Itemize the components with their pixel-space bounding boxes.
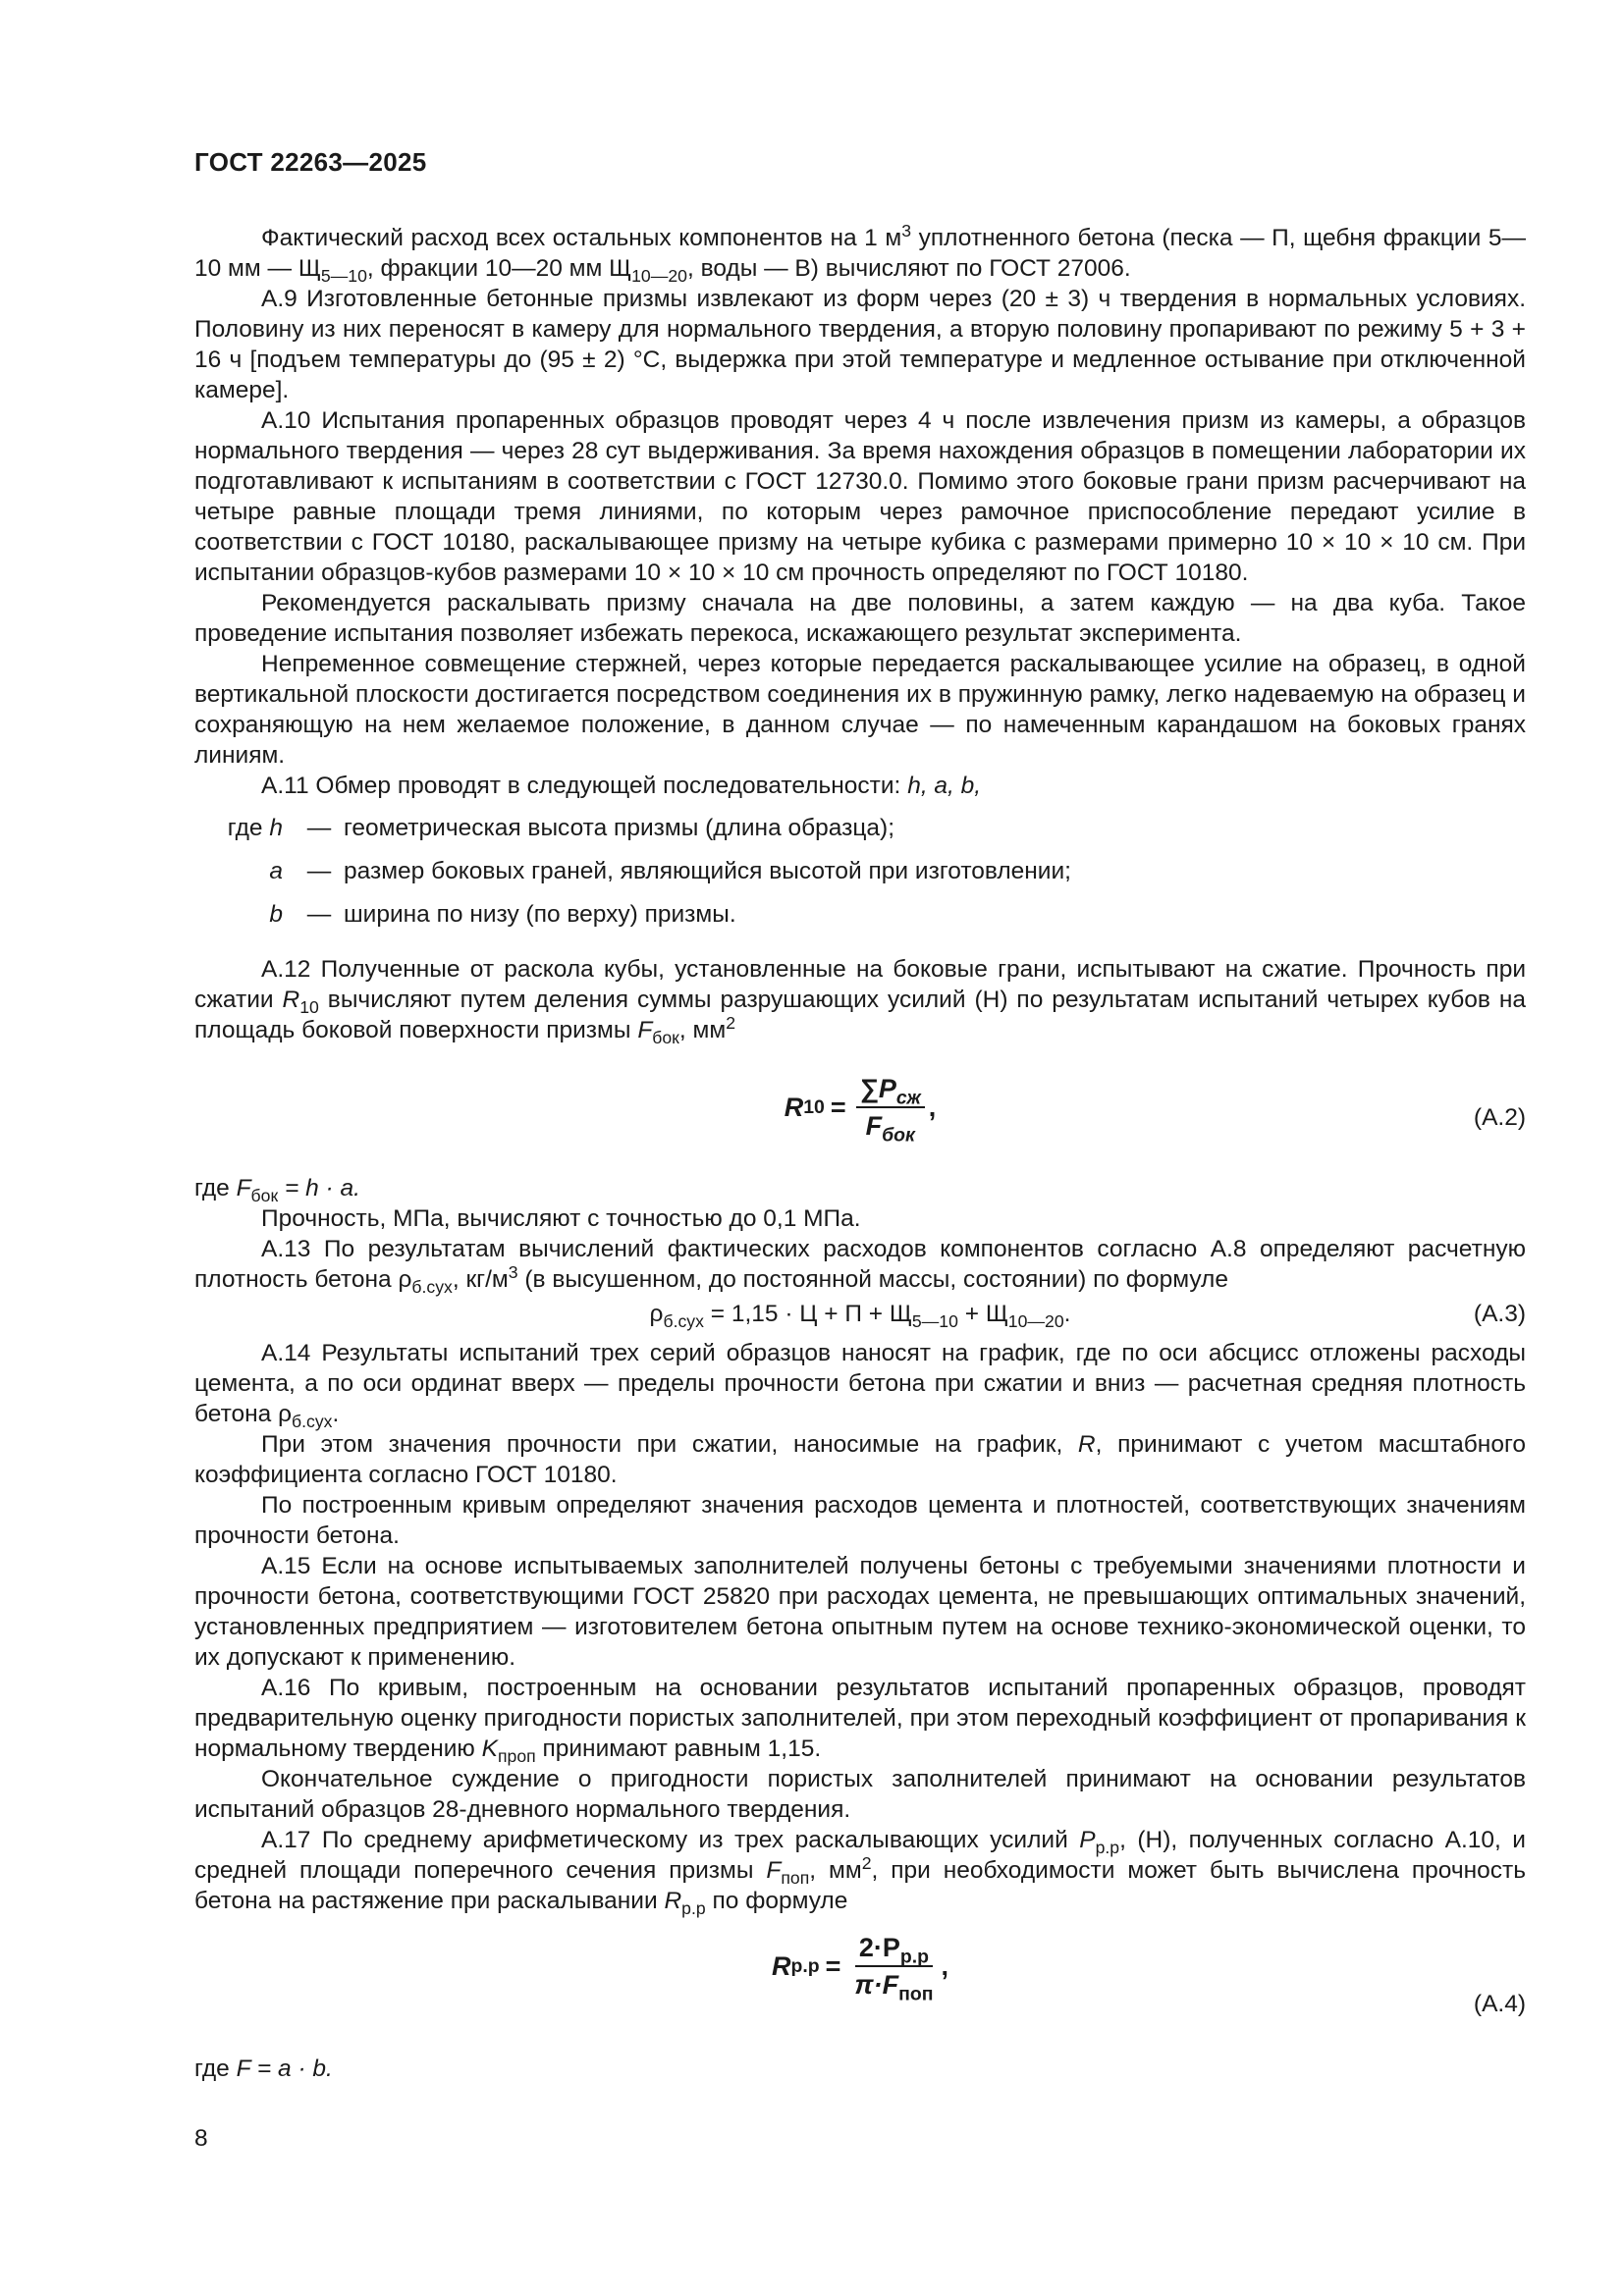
- formula-a4: [194, 1932, 1526, 2040]
- definition-text: размер боковых граней, являющийся высотой при изготовлении;: [344, 858, 1071, 884]
- subscript: сж: [895, 1087, 921, 1109]
- paragraph-a15: А.15 Если на основе испытываемых заполнителей получены бетоны с требуемыми значениями плотности и прочности бетона, соответствующими ГОСТ 25820 при расходах цемента, не превышающих оптимальных значений, установленных предприятием — изготовителем бетона опытным путем на основе технико-экономической оценки, то их допускают к применению.: [194, 1553, 1526, 1671]
- text-run: по формуле: [705, 1888, 848, 1914]
- subscript: б.сух: [292, 1411, 333, 1431]
- definitions-list: [194, 813, 1526, 942]
- text-run: А.14 Результаты испытаний трех серий образцов наносят на график, где по оси абсцисс отложены расходы цемента, а по оси ординат вверх — пределы прочности бетона при сжатии и вниз — расчетная средняя плотность бетона ρ: [194, 1340, 1526, 1427]
- document-header: ГОСТ 22263—2025: [194, 147, 427, 177]
- subscript: р.р: [899, 1946, 930, 1968]
- text-run: , (Н), полученных согласно А.10, и средней площади поперечного сечения призмы: [194, 1827, 1526, 1884]
- numerator-text: ∑P: [859, 1074, 896, 1103]
- denominator: [850, 1967, 937, 2005]
- formula-a2: [194, 1067, 1526, 1161]
- text-run: А.11 Обмер проводят в следующей последовательности:: [261, 773, 908, 799]
- numerator-text: 2·P: [858, 1933, 900, 1962]
- subscript: 10: [299, 996, 319, 1017]
- text-run: , принимают с учетом масштабного коэффициента согласно ГОСТ 10180.: [194, 1431, 1526, 1488]
- denominator-text: π·F: [854, 1970, 899, 2000]
- formula-lhs: ρ: [649, 1301, 664, 1327]
- text-run: А.17 По среднему арифметическому из трех раскалывающих усилий: [261, 1827, 1080, 1853]
- subscript: бок: [250, 1185, 279, 1205]
- page-number: 8: [194, 2125, 208, 2152]
- definition-dash: —: [306, 815, 332, 841]
- variable: R: [282, 987, 300, 1013]
- formula-a3-body: [194, 1299, 1526, 1329]
- paragraph-a10: А.10 Испытания пропаренных образцов проводят через 4 ч после извлечения призм из камеры, а образцов нормального твердения — через 28 сут выдерживания. За время нахождения образцов в помещении лаборатории их подготавливают к испытаниям в соответствии с ГОСТ 12730.0. Помимо этого боковые грани призм расчерчивают на четыре равные площади тремя линиями, по которым через рамочное приспособление передают усилие в соответствии с ГОСТ 10180, раскалывающее призму на четыре кубика с размерами примерно 10 × 10 × 10 см. При испытании образцов-кубов размерами 10 × 10 × 10 см прочность определяют по ГОСТ 10180.: [194, 407, 1526, 586]
- formula-plus: + Щ: [957, 1301, 1008, 1327]
- symbol: b: [269, 901, 283, 928]
- formula-comma: ,: [928, 1092, 937, 1122]
- definition-row: [194, 813, 1526, 856]
- paragraph-a9: А.9 Изготовленные бетонные призмы извлекают из форм через (20 ± 3) ч твердения в нормальных условиях. Половину из них переносят в камеру для нормального твердения, а вторую половину пропаривают по режиму 5 + 3 + 16 ч [подъем температуры до (95 ± 2) °С, выдержка при этой температуре и медленное остывание при отключенной камере].: [194, 286, 1526, 403]
- formula-mid: = 1,15 · Ц + П + Щ: [703, 1301, 912, 1327]
- definition-row: [194, 856, 1526, 899]
- paragraph-actual-consumption: [194, 220, 1526, 286]
- formula-number: (А.2): [1473, 1104, 1526, 1131]
- fraction: [850, 1932, 937, 2005]
- equals-sign: =: [830, 1092, 846, 1122]
- formula-number: (А.4): [1473, 1991, 1526, 2017]
- numerator: [856, 1073, 925, 1108]
- paragraph-a13: [194, 1234, 1526, 1295]
- variable: F: [637, 1017, 653, 1043]
- text-run: (в высушенном, до постоянной массы, состоянии) по формуле: [517, 1266, 1228, 1293]
- subscript: бок: [882, 1124, 915, 1147]
- text-run: уплотненного бетона (песка — П, щебня фракции 5—10 мм — Щ: [194, 225, 1526, 282]
- denominator: [862, 1108, 919, 1147]
- paragraph-strength-accuracy: Прочность, МПа, вычисляют с точностью до 0,1 МПа.: [261, 1205, 861, 1232]
- formula-number: (А.3): [1473, 1301, 1526, 1327]
- equals-sign: =: [825, 1950, 841, 1981]
- expression: = h · a.: [278, 1175, 360, 1201]
- where-label: где: [194, 2056, 237, 2082]
- subscript: 5—10: [320, 265, 367, 286]
- subscript: бок: [652, 1027, 679, 1047]
- variables: h, a, b,: [907, 773, 982, 799]
- text-run: Фактический расход всех остальных компонентов на 1 м: [261, 225, 902, 251]
- definition-symbol: [194, 813, 295, 843]
- fraction: [856, 1073, 925, 1147]
- where-label: где: [227, 815, 270, 841]
- text-run: принимают равным 1,15.: [535, 1735, 822, 1762]
- definition-symbol: [194, 856, 295, 886]
- subscript: проп: [497, 1745, 536, 1766]
- paragraph-curves: По построенным кривым определяют значения расходов цемента и плотностей, соответствующих значениям прочности бетона.: [194, 1492, 1526, 1549]
- subscript: 10—20: [631, 265, 687, 286]
- text-run: А.12 Полученные от раскола кубы, установленные на боковые грани, испытывают на сжатие. Прочность при сжатии: [194, 956, 1526, 1013]
- text-run: При этом значения прочности при сжатии, наносимые на график,: [261, 1431, 1078, 1458]
- variable: F: [766, 1857, 782, 1884]
- expression: = a · b.: [250, 2056, 333, 2082]
- text-run: вычисляют путем деления суммы разрушающих усилий (Н) по результатам испытаний четырех кубов на площадь боковой поверхности призмы: [194, 987, 1527, 1043]
- superscript: 3: [508, 1261, 518, 1282]
- symbol: h: [269, 815, 283, 841]
- text-run: , воды — В) вычисляют по ГОСТ 27006.: [686, 255, 1131, 282]
- paragraph-a11: [194, 771, 1526, 801]
- paragraph-a12: [194, 954, 1526, 1045]
- text-run: А.13 По результатам вычислений фактических расходов компонентов согласно А.8 определяют расчетную плотность бетона ρ: [194, 1236, 1526, 1293]
- variable: F: [236, 2056, 251, 2082]
- definition-text: ширина по низу (по верху) призмы.: [344, 901, 736, 928]
- variable: R: [664, 1888, 682, 1914]
- text-run: , мм: [809, 1857, 862, 1884]
- text-run: А.16 По кривым, построенным на основании результатов испытаний пропаренных образцов, проводят предварительную оценку пригодности пористых заполнителей, при этом переходный коэффициент от пропаривания к нормальному твердению: [194, 1675, 1526, 1762]
- document-body: [194, 220, 1527, 2084]
- variable: K: [481, 1735, 498, 1762]
- paragraph-values-r: [194, 1429, 1526, 1490]
- formula-a2-expression: R 10 = $\frac{\sum P_{сж}}{F_{бок}}$ ,: [784, 1074, 937, 1147]
- paragraph-final-judgement: Окончательное суждение о пригодности пористых заполнителей принимают на основании результатов испытаний образцов 28-дневного нормального твердения.: [194, 1766, 1526, 1823]
- paragraph-a17: [194, 1825, 1526, 1916]
- definition-dash: —: [306, 901, 332, 928]
- numerator: [855, 1932, 933, 1967]
- formula-lhs: R: [784, 1092, 804, 1122]
- subscript: 5—10: [911, 1310, 958, 1331]
- formula-lhs: R: [771, 1950, 791, 1981]
- subscript: б.сух: [411, 1276, 453, 1297]
- formula-comma: ,: [941, 1950, 949, 1981]
- subscript: поп: [781, 1867, 810, 1888]
- formula-a4-expression: R р.р = $\frac{2\cdot P_{р.р}}{\pi\cdot F_{поп}}$ ,: [771, 1933, 949, 2005]
- text-run: , фракции 10—20 мм Щ: [366, 255, 632, 282]
- text-run: , при необходимости может быть вычислена прочность бетона на растяжение при раскалывании: [194, 1857, 1526, 1914]
- formula-period: .: [1063, 1301, 1071, 1327]
- symbol: a: [269, 858, 283, 884]
- superscript: 2: [861, 1852, 872, 1873]
- text-run: .: [332, 1401, 340, 1427]
- formula-a2-body: [194, 1073, 1526, 1147]
- variable: R: [1077, 1431, 1096, 1458]
- where-label: где: [194, 1175, 237, 1201]
- definition-row: [194, 899, 1526, 942]
- superscript: 2: [726, 1012, 736, 1033]
- formula-a3: [194, 1299, 1526, 1332]
- variable: F: [236, 1175, 251, 1201]
- where-f: [194, 2054, 1526, 2084]
- text-run: , кг/м: [452, 1266, 509, 1293]
- paragraph-rod-alignment: Непременное совмещение стержней, через которые передается раскалывающее усилие на образец, в одной вертикальной плоскости достигается посредством соединения их в пружинную рамку, легко надеваемую на образец и сохраняющую на нем желаемое положение, в данном случае — по намеченным карандашом на боковых гранях линиям.: [194, 651, 1526, 769]
- subscript: поп: [898, 1983, 934, 2005]
- definition-text: геометрическая высота призмы (длина образца);: [344, 815, 895, 841]
- paragraph-recommendation: Рекомендуется раскалывать призму сначала на две половины, а затем каждую — на два куба. Такое проведение испытания позволяет избежать перекоса, искажающего результат эксперимента.: [194, 590, 1526, 647]
- subscript: р.р: [681, 1897, 706, 1918]
- denominator-text: F: [865, 1111, 883, 1141]
- text-run: , мм: [678, 1017, 727, 1043]
- superscript: 3: [901, 220, 912, 240]
- definition-dash: —: [306, 858, 332, 884]
- definition-symbol: [194, 899, 295, 930]
- where-f-bok: [194, 1173, 1526, 1203]
- subscript: р.р: [1095, 1837, 1120, 1857]
- subscript: б.сух: [663, 1310, 704, 1331]
- subscript: 10—20: [1007, 1310, 1064, 1331]
- paragraph-a14: [194, 1338, 1526, 1429]
- variable: P: [1079, 1827, 1096, 1853]
- paragraph-a16: [194, 1673, 1526, 1764]
